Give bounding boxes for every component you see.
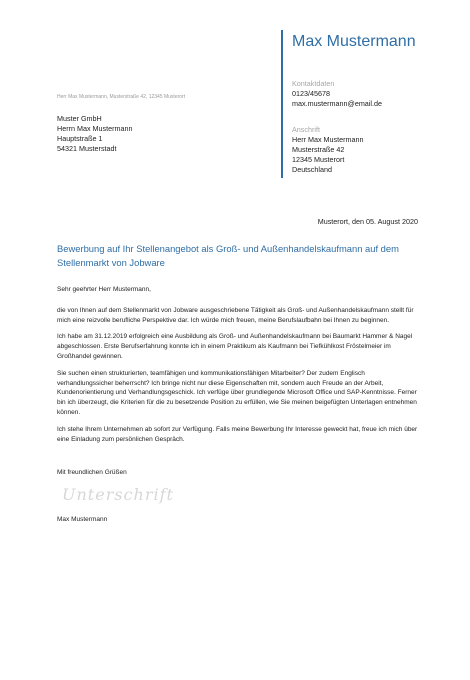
phone-number: 0123/45678 <box>292 89 330 98</box>
body-paragraph: die von Ihnen auf dem Stellenmarkt von Jobware ausgeschriebene Tätigkeit als Groß- und Außenhandelskaufmann stellt für mich eine reizvolle berufliche Perspektive dar. Ich würde mich freuen, meine Berufslaufbahn bei Ihnen zu beginnen. <box>57 306 414 324</box>
applicant-name: Max Mustermann <box>292 33 416 50</box>
signer-name: Max Mustermann <box>57 516 108 523</box>
letter-date: Musterort, den 05. August 2020 <box>317 217 418 226</box>
closing-phrase: Mit freundlichen Grüßen <box>57 469 127 476</box>
letter-body <box>57 285 421 451</box>
recipient-line: 54321 Musterstadt <box>57 144 117 153</box>
address-block <box>292 125 462 175</box>
address-line: Herr Max Mustermann <box>292 135 364 144</box>
body-paragraph: Ich habe am 31.12.2019 erfolgreich eine Ausbildung als Groß- und Außenhandelskaufmann bei Baumarkt Hammer & Nagel abgeschlossen. Erste Berufserfahrung konnte ich in einem Praktikum als Kaufmann bei Tiefkühlkost Fröstelmeier im Großhandel gewinnen. <box>57 333 413 360</box>
address-line: Deutschland <box>292 165 332 174</box>
signature-placeholder: Unterschrift <box>62 485 174 504</box>
recipient-address <box>57 114 133 154</box>
body-paragraph: Sie suchen einen strukturierten, teamfähigen und kommunikationsfähigen Mitarbeiter? Der zudem Englisch verhandlungssicher beherrscht? Ich bringe nicht nur diese Eigenschaften mit, sondern auch Freude an der Arbeit, Kundenorientierung und Verhandlungsgeschick. Ich verfüge über grundlegende Microsoft Office und SAP-Kenntnisse. Ferner bin ich überzeugt, die Kriterien für die zu besetzende Position zu erfüllen, wie Sie meinen beigefügten Unterlagen entnehmen können. <box>57 369 417 416</box>
body-paragraph: Ich stehe Ihrem Unternehmen ab sofort zur Verfügung. Falls meine Bewerbung Ihr Interesse geweckt hat, freue ich mich über eine Einladung zum persönlichen Gespräch. <box>57 425 418 443</box>
email-address: max.mustermann@email.de <box>292 99 382 108</box>
address-label: Anschrift <box>292 125 320 134</box>
sender-return-line: Herr Max Mustermann, Musterstraße 42, 12345 Musterort <box>57 94 186 100</box>
letter-subject: Bewerbung auf Ihr Stellenangebot als Groß- und Außenhandelskaufmann auf dem Stellenmarkt von Jobware <box>57 243 399 268</box>
contact-label: Kontaktdaten <box>292 79 335 88</box>
contact-block <box>292 79 462 109</box>
recipient-line: Herrn Max Mustermann <box>57 124 133 133</box>
address-line: Musterstraße 42 <box>292 145 345 154</box>
recipient-line: Muster GmbH <box>57 114 102 123</box>
address-line: 12345 Musterort <box>292 155 345 164</box>
header-vertical-rule <box>281 30 283 178</box>
salutation: Sehr geehrter Herr Mustermann, <box>57 286 151 293</box>
recipient-line: Hauptstraße 1 <box>57 134 103 143</box>
